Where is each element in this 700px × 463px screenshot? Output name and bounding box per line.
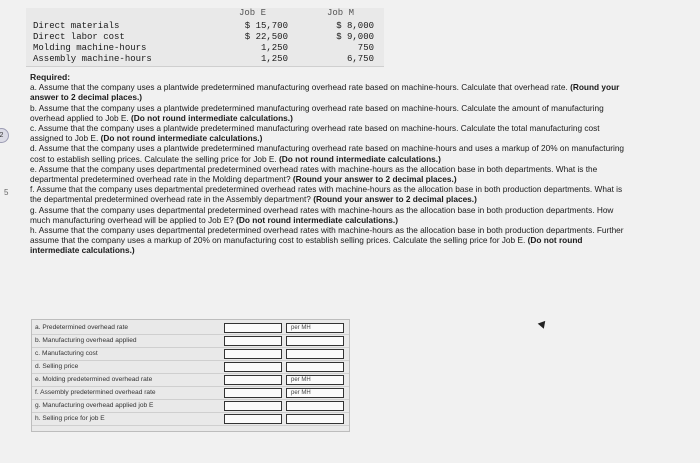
unit-cell — [286, 362, 344, 372]
job-e-value: 1,250 — [260, 43, 288, 53]
answer-row — [32, 349, 349, 361]
job-e-value: $ 15,700 — [244, 21, 288, 31]
answer-input[interactable] — [224, 414, 282, 424]
requirement-d: d. Assume that the company uses a plantwide predetermined manufacturing overhead rate based on machine-hours and uses a markup of 20% on manufacturing cost to establish selling prices. Calculate the selling price for Job E. (Do not round intermediate calculations.) — [30, 143, 625, 164]
answer-label: a. Predetermined overhead rate — [35, 324, 129, 331]
unit-cell — [286, 349, 344, 359]
requirement-c: c. Assume that the company uses a plantwide predetermined manufacturing overhead rate based on machine-hours. Calculate the total manufacturing cost assigned to Job E. (Do not round intermediate calculations.) — [30, 123, 600, 144]
answer-input[interactable] — [224, 336, 282, 346]
job-m-header: Job M — [326, 8, 354, 18]
question-number-badge[interactable]: 2 — [0, 128, 9, 143]
table-row — [26, 32, 384, 43]
answer-label: f. Assembly predetermined overhead rate — [35, 389, 156, 396]
answer-input[interactable] — [224, 375, 282, 385]
required-instructions — [30, 72, 625, 256]
job-m-value: 6,750 — [346, 54, 374, 64]
job-cost-table — [26, 8, 384, 67]
answer-label: g. Manufacturing overhead applied job E — [35, 402, 154, 409]
requirement-h: h. Assume that the company uses departmental predetermined overhead rates with machine-hours as the allocation base in both production departments. Further assume that the company uses a markup of 20% on manufacturing cost to establish selling prices. Calculate the selling price for Job E. (Do not round intermediate calculations.) — [30, 225, 624, 256]
unit-cell — [286, 375, 344, 385]
answer-input[interactable] — [224, 349, 282, 359]
job-e-value: $ 22,500 — [244, 32, 288, 42]
answer-row — [32, 336, 349, 348]
unit-cell — [286, 336, 344, 346]
mouse-cursor-icon — [538, 318, 549, 329]
margin-mark: 5 — [4, 188, 9, 197]
job-m-value: 750 — [357, 43, 374, 53]
answer-input[interactable] — [224, 323, 282, 333]
unit-cell — [286, 323, 344, 333]
answer-label: e. Molding predetermined overhead rate — [35, 376, 153, 383]
row-label: Direct labor cost — [33, 32, 125, 42]
unit-label: per MH — [291, 325, 311, 331]
answer-row — [32, 362, 349, 374]
answer-label: c. Manufacturing cost — [35, 350, 98, 357]
job-e-header: Job E — [238, 8, 266, 18]
required-title: Required: — [30, 72, 71, 82]
answer-row — [32, 323, 349, 335]
row-label: Molding machine-hours — [33, 43, 147, 53]
unit-cell — [286, 414, 344, 424]
answer-label: d. Selling price — [35, 363, 79, 370]
requirement-a: a. Assume that the company uses a plantwide predetermined manufacturing overhead rate based on machine-hours. Calculate that overhead rate. (Round your answer to 2 decimal places.) — [30, 82, 620, 103]
answer-row — [32, 401, 349, 413]
answer-row — [32, 388, 349, 400]
answer-row — [32, 414, 349, 426]
requirement-b: b. Assume that the company uses a plantwide predetermined manufacturing overhead rate based on machine-hours. Calculate the amount of manufacturing overhead applied to Job E. (Do not round intermediate calculations.) — [30, 102, 604, 123]
table-row — [26, 21, 384, 32]
requirement-e: e. Assume that the company uses departmental predetermined overhead rates with machine-hours as the allocation base in both departments. What is the departmental predetermined overhead rate in the Molding department? (Round your answer to 2 decimal places.) — [30, 163, 598, 185]
answer-table — [31, 319, 350, 432]
unit-cell — [286, 388, 344, 398]
answer-label: b. Manufacturing overhead applied — [35, 337, 137, 344]
unit-label: per MH — [291, 377, 311, 383]
answer-label: h. Selling price for job E — [35, 415, 105, 422]
answer-row — [32, 375, 349, 387]
requirement-f: f. Assume that the company uses departmental predetermined overhead rates with machine-hours as the allocation base in both production departments. What is the departmental predetermined overhead rate in the Assembly department? (Round your answer to 2 decimal places.) — [30, 184, 623, 205]
answer-input[interactable] — [224, 388, 282, 398]
answer-input[interactable] — [224, 362, 282, 372]
unit-cell — [286, 401, 344, 411]
job-m-value: $ 9,000 — [336, 32, 374, 42]
job-m-value: $ 8,000 — [336, 21, 374, 31]
answer-input[interactable] — [224, 401, 282, 411]
table-row — [26, 54, 384, 65]
unit-label: per MH — [291, 390, 311, 396]
row-label: Assembly machine-hours — [33, 54, 152, 64]
row-label: Direct materials — [33, 21, 120, 31]
job-e-value: 1,250 — [260, 54, 288, 64]
table-row — [26, 43, 384, 54]
requirement-g: g. Assume that the company uses departmental predetermined overhead rates with machine-hours as the allocation base in both production departments. How much manufacturing overhead will be applied to Job E? (Do not round intermediate calculations.) — [30, 204, 614, 225]
